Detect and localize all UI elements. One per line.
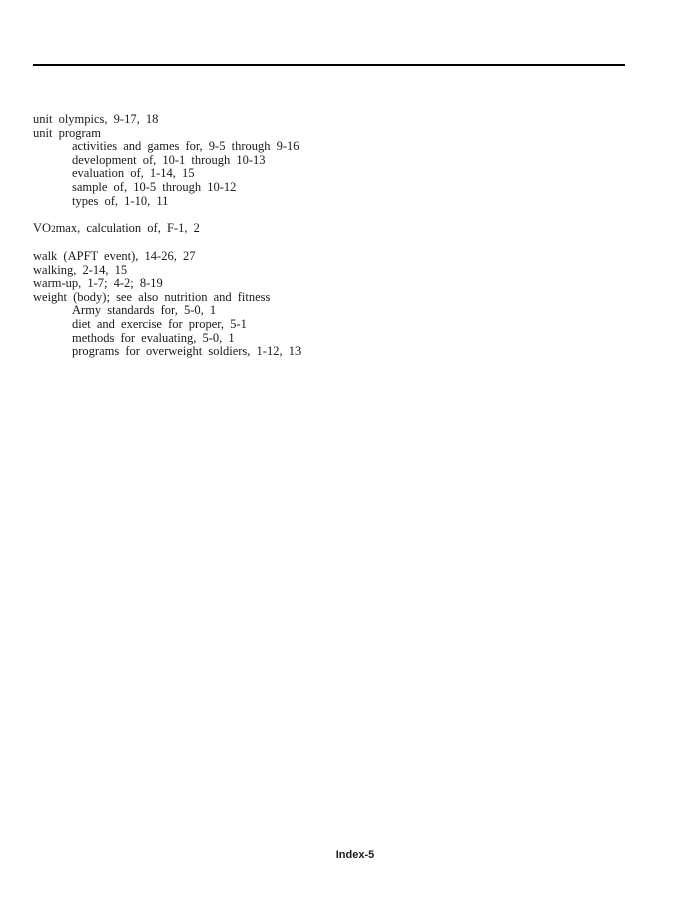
index-subentry: sample of, 10-5 through 10-12 <box>72 179 237 194</box>
header-rule <box>33 64 625 66</box>
index-subentry: development of, 10-1 through 10-13 <box>72 152 266 167</box>
index-entry-walk: walk (APFT event), 14-26, 27 <box>33 248 196 263</box>
page-number: Index-5 <box>335 849 375 861</box>
index-entry-vo2max <box>33 222 633 237</box>
vo2max-prefix: VO <box>33 220 52 235</box>
index-entry-unit-olympics: unit olympics, 9-17, 18 <box>33 112 159 126</box>
index-subentry: activities and games for, 9-5 through 9-16 <box>72 139 300 154</box>
section-gap <box>33 236 633 250</box>
vo2max-subscript: 2 <box>51 223 56 234</box>
section-gap <box>33 208 633 222</box>
index-entry-unit-program: unit program <box>33 125 101 140</box>
index-listing <box>33 113 633 359</box>
vo2max-rest: max, calculation of, F-1, 2 <box>55 220 200 235</box>
index-entry-weight: weight (body); see also nutrition and fitness <box>33 289 271 304</box>
index-subentry: programs for overweight soldiers, 1-12, 13 <box>72 344 302 359</box>
index-subentry: Army standards for, 5-0, 1 <box>72 303 217 318</box>
index-entry-walking: walking, 2-14, 15 <box>33 262 128 277</box>
index-subentry: evaluation of, 1-14, 15 <box>72 166 195 181</box>
index-subentry: types of, 1-10, 11 <box>72 193 169 208</box>
index-subentry: methods for evaluating, 5-0, 1 <box>72 330 235 345</box>
index-entry-warm-up: warm-up, 1-7; 4-2; 8-19 <box>33 276 163 291</box>
index-subentry: diet and exercise for proper, 5-1 <box>72 316 247 331</box>
